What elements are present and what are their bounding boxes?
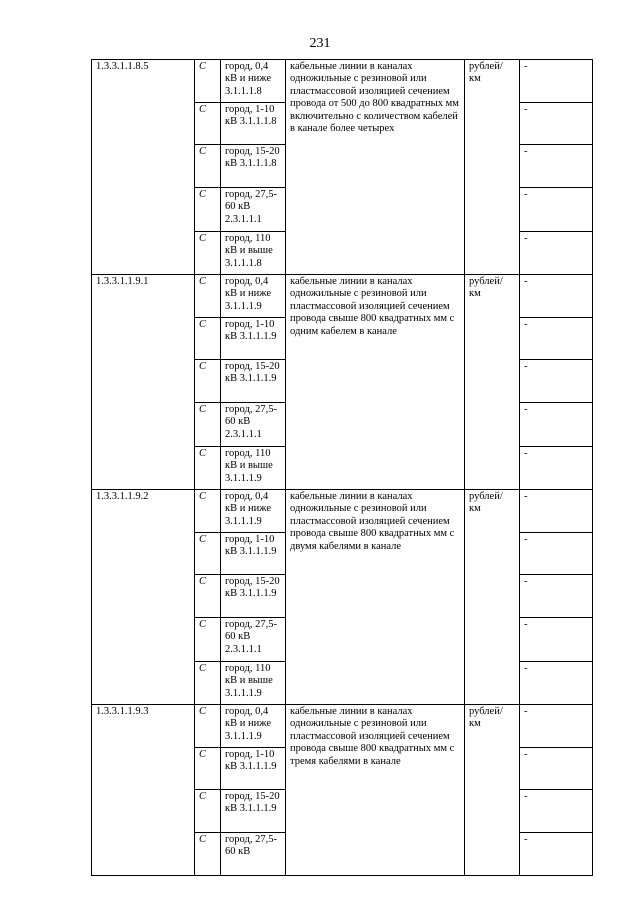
- category-cell: С: [195, 145, 221, 188]
- region-cell: город, 1-10 кВ 3.1.1.1.9: [221, 318, 286, 360]
- category-cell: С: [195, 103, 221, 145]
- unit-cell: рублей/ км: [465, 275, 520, 490]
- region-cell: город, 1-10 кВ 3.1.1.1.9: [221, 748, 286, 790]
- category-cell: С: [195, 188, 221, 232]
- category-cell: С: [195, 705, 221, 748]
- category-cell: С: [195, 662, 221, 705]
- category-cell: С: [195, 447, 221, 490]
- category-cell: С: [195, 60, 221, 103]
- region-cell: город, 0,4 кВ и ниже 3.1.1.1.9: [221, 705, 286, 748]
- region-cell: город, 27,5-60 кВ: [221, 833, 286, 876]
- description-cell: кабельные линии в каналах одножильные с резиновой или пластмассовой изоляцией сечением провода свыше 800 квадратных мм с одним кабелем в канале: [286, 275, 465, 490]
- value-cell: -: [520, 403, 593, 447]
- value-cell: -: [520, 533, 593, 575]
- category-cell: С: [195, 748, 221, 790]
- region-cell: город, 15-20 кВ 3.1.1.1.8: [221, 145, 286, 188]
- unit-cell: рублей/ км: [465, 490, 520, 705]
- table-row: [92, 275, 593, 318]
- value-cell: -: [520, 833, 593, 876]
- tariff-table: [91, 59, 593, 876]
- unit-cell: рублей/ км: [465, 60, 520, 275]
- region-cell: город, 110 кВ и выше 3.1.1.1.9: [221, 447, 286, 490]
- value-cell: -: [520, 360, 593, 403]
- table-row: [92, 60, 593, 103]
- item-code: 1.3.3.1.1.9.2: [92, 490, 195, 705]
- value-cell: -: [520, 275, 593, 318]
- region-cell: город, 110 кВ и выше 3.1.1.1.8: [221, 232, 286, 275]
- region-cell: город, 0,4 кВ и ниже 3.1.1.1.9: [221, 275, 286, 318]
- region-cell: город, 27,5-60 кВ 2.3.1.1.1: [221, 188, 286, 232]
- value-cell: -: [520, 318, 593, 360]
- category-cell: С: [195, 790, 221, 833]
- value-cell: -: [520, 662, 593, 705]
- category-cell: С: [195, 618, 221, 662]
- category-cell: С: [195, 232, 221, 275]
- region-cell: город, 15-20 кВ 3.1.1.1.9: [221, 575, 286, 618]
- category-cell: С: [195, 318, 221, 360]
- category-cell: С: [195, 833, 221, 876]
- region-cell: город, 27,5-60 кВ 2.3.1.1.1: [221, 618, 286, 662]
- description-cell: кабельные линии в каналах одножильные с резиновой или пластмассовой изоляцией сечением провода от 500 до 800 квадратных мм включительно с количеством кабелей в канале более четырех: [286, 60, 465, 275]
- value-cell: -: [520, 748, 593, 790]
- description-cell: кабельные линии в каналах одножильные с резиновой или пластмассовой изоляцией сечением провода свыше 800 квадратных мм с двумя кабелями в канале: [286, 490, 465, 705]
- value-cell: -: [520, 60, 593, 103]
- region-cell: город, 0,4 кВ и ниже 3.1.1.1.9: [221, 490, 286, 533]
- region-cell: город, 1-10 кВ 3.1.1.1.9: [221, 533, 286, 575]
- value-cell: -: [520, 145, 593, 188]
- table-row: [92, 490, 593, 533]
- item-code: 1.3.3.1.1.9.1: [92, 275, 195, 490]
- region-cell: город, 27,5-60 кВ 2.3.1.1.1: [221, 403, 286, 447]
- category-cell: С: [195, 360, 221, 403]
- value-cell: -: [520, 618, 593, 662]
- region-cell: город, 15-20 кВ 3.1.1.1.9: [221, 790, 286, 833]
- unit-cell: рублей/ км: [465, 705, 520, 876]
- value-cell: -: [520, 447, 593, 490]
- region-cell: город, 0,4 кВ и ниже 3.1.1.1.8: [221, 60, 286, 103]
- value-cell: -: [520, 103, 593, 145]
- value-cell: -: [520, 188, 593, 232]
- value-cell: -: [520, 232, 593, 275]
- value-cell: -: [520, 490, 593, 533]
- region-cell: город, 110 кВ и выше 3.1.1.1.9: [221, 662, 286, 705]
- description-cell: кабельные линии в каналах одножильные с резиновой или пластмассовой изоляцией сечением провода свыше 800 квадратных мм с тремя кабелями в канале: [286, 705, 465, 876]
- category-cell: С: [195, 275, 221, 318]
- category-cell: С: [195, 403, 221, 447]
- item-code: 1.3.3.1.1.8.5: [92, 60, 195, 275]
- region-cell: город, 15-20 кВ 3.1.1.1.9: [221, 360, 286, 403]
- value-cell: -: [520, 575, 593, 618]
- value-cell: -: [520, 790, 593, 833]
- category-cell: С: [195, 575, 221, 618]
- category-cell: С: [195, 490, 221, 533]
- page-number: 231: [309, 36, 331, 51]
- region-cell: город, 1-10 кВ 3.1.1.1.8: [221, 103, 286, 145]
- value-cell: -: [520, 705, 593, 748]
- table-row: [92, 705, 593, 748]
- item-code: 1.3.3.1.1.9.3: [92, 705, 195, 876]
- category-cell: С: [195, 533, 221, 575]
